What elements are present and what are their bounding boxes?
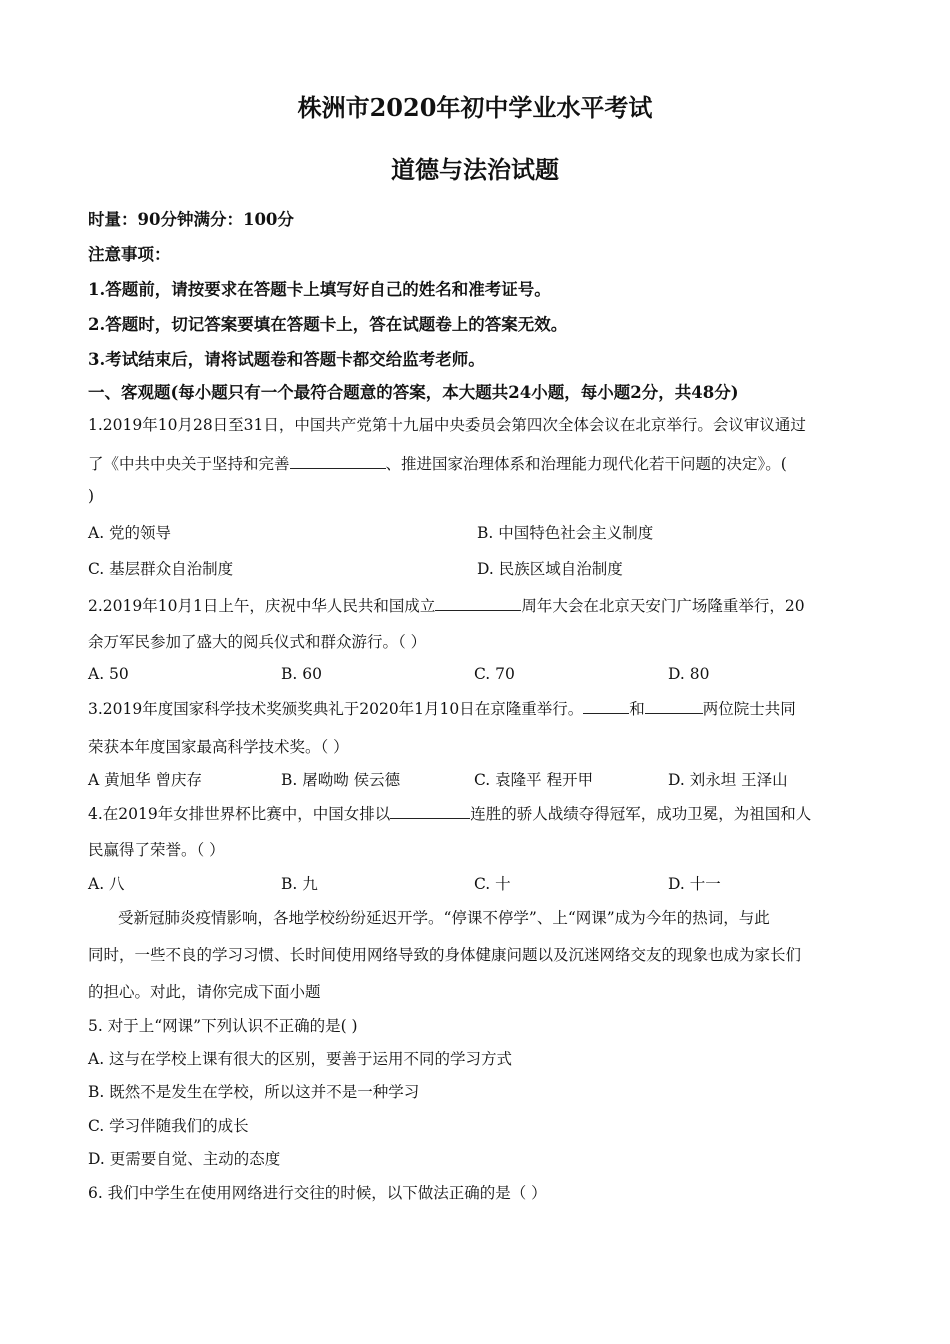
passage-line: 的担心。对此，请你完成下面小题 xyxy=(88,983,321,1001)
q3-answer-blank-1 xyxy=(583,699,629,714)
q5-stem: 5. 对于上“网课”下列认识不正确的是( ) xyxy=(88,1017,358,1035)
note-item: 3.考试结束后，请将试题卷和答题卡都交给监考老师。 xyxy=(88,350,485,369)
q4-answer-blank xyxy=(390,804,470,819)
q1-option: C. 基层群众自治制度 xyxy=(88,560,234,578)
q4-stem-line2: 民赢得了荣誉。（ ） xyxy=(88,841,225,859)
q3-option: B. 屠呦呦 侯云德 xyxy=(281,771,401,789)
q3-stem-text-b: 和 xyxy=(629,700,645,718)
q4-stem-line1 xyxy=(88,802,811,824)
q1-option: B. 中国特色社会主义制度 xyxy=(477,524,654,542)
q5-option: A. 这与在学校上课有很大的区别，要善于运用不同的学习方式 xyxy=(88,1050,513,1068)
q1-stem-text-b: 、推进国家治理体系和治理能力现代化若干问题的决定》。( xyxy=(385,455,787,473)
q2-option: A. 50 xyxy=(88,665,129,683)
notes-heading: 注意事项： xyxy=(88,245,171,264)
q3-option: C. 袁隆平 程开甲 xyxy=(474,771,594,789)
passage-line: 受新冠肺炎疫情影响，各地学校纷纷延迟开学。“停课不停学”、上“网课”成为今年的热词，与此 xyxy=(118,909,770,927)
exam-subtitle: 道德与法治试题 xyxy=(391,155,559,184)
section-heading: 一、客观题(每小题只有一个最符合题意的答案，本大题共24小题，每小题2分，共48分) xyxy=(88,383,739,402)
q1-stem-text-a: 了《中共中央关于坚持和完善 xyxy=(88,455,290,473)
q3-stem-text-c: 两位院士共同 xyxy=(702,700,796,718)
passage-line: 同时，一些不良的学习习惯、长时间使用网络导致的身体健康问题以及沉迷网络交友的现象也成为家长们 xyxy=(88,946,802,964)
q1-option: D. 民族区域自治制度 xyxy=(477,560,623,578)
q3-stem-line1 xyxy=(88,697,796,719)
q3-option: D. 刘永坦 王泽山 xyxy=(668,771,788,789)
q2-option: C. 70 xyxy=(474,665,515,683)
q4-option: B. 九 xyxy=(281,875,318,893)
q4-stem-text-b: 连胜的骄人战绩夺得冠军，成功卫冕，为祖国和人 xyxy=(470,805,812,823)
q3-stem-text-a: 3.2019年度国家科学技术奖颁奖典礼于2020年1月10日在京隆重举行。 xyxy=(88,700,584,718)
q1-option: A. 党的领导 xyxy=(88,524,172,542)
q2-answer-blank xyxy=(435,596,521,611)
note-item: 1.答题前，请按要求在答题卡上填写好自己的姓名和准考证号。 xyxy=(88,280,551,299)
q1-answer-blank xyxy=(290,454,386,469)
q1-stem-line2 xyxy=(88,452,787,474)
q2-stem-line2: 余万军民参加了盛大的阅兵仪式和群众游行。（ ） xyxy=(88,633,427,651)
q4-option: A. 八 xyxy=(88,875,125,893)
q2-stem-text-a: 2.2019年10月1日上午，庆祝中华人民共和国成立 xyxy=(88,597,436,615)
q3-answer-blank-2 xyxy=(645,699,703,714)
q1-stem-line3: ) xyxy=(88,487,95,505)
q5-option: B. 既然不是发生在学校，所以这并不是一种学习 xyxy=(88,1083,420,1101)
q2-option: D. 80 xyxy=(668,665,710,683)
time-score-line: 时量：90分钟满分：100分 xyxy=(88,210,294,229)
q3-option: A 黄旭华 曾庆存 xyxy=(88,771,203,789)
q4-stem-text-a: 4.在2019年女排世界杯比赛中，中国女排以 xyxy=(88,805,391,823)
q2-stem-line1 xyxy=(88,594,805,616)
q5-option: C. 学习伴随我们的成长 xyxy=(88,1117,249,1135)
q2-option: B. 60 xyxy=(281,665,322,683)
exam-title: 株洲市2020年初中学业水平考试 xyxy=(297,93,653,122)
q4-option: D. 十一 xyxy=(668,875,721,893)
q6-stem: 6. 我们中学生在使用网络进行交往的时候，以下做法正确的是（ ） xyxy=(88,1184,547,1202)
note-item: 2.答题时，切记答案要填在答题卡上，答在试题卷上的答案无效。 xyxy=(88,315,568,334)
q2-stem-text-b: 周年大会在北京天安门广场隆重举行，20 xyxy=(521,597,805,615)
q1-stem-line1: 1.2019年10月28日至31日，中国共产党第十九届中央委员会第四次全体会议在北京举行。会议审议通过 xyxy=(88,416,806,434)
q4-option: C. 十 xyxy=(474,875,511,893)
q3-stem-line2: 荣获本年度国家最高科学技术奖。（ ） xyxy=(88,738,349,756)
q5-option: D. 更需要自觉、主动的态度 xyxy=(88,1150,281,1168)
